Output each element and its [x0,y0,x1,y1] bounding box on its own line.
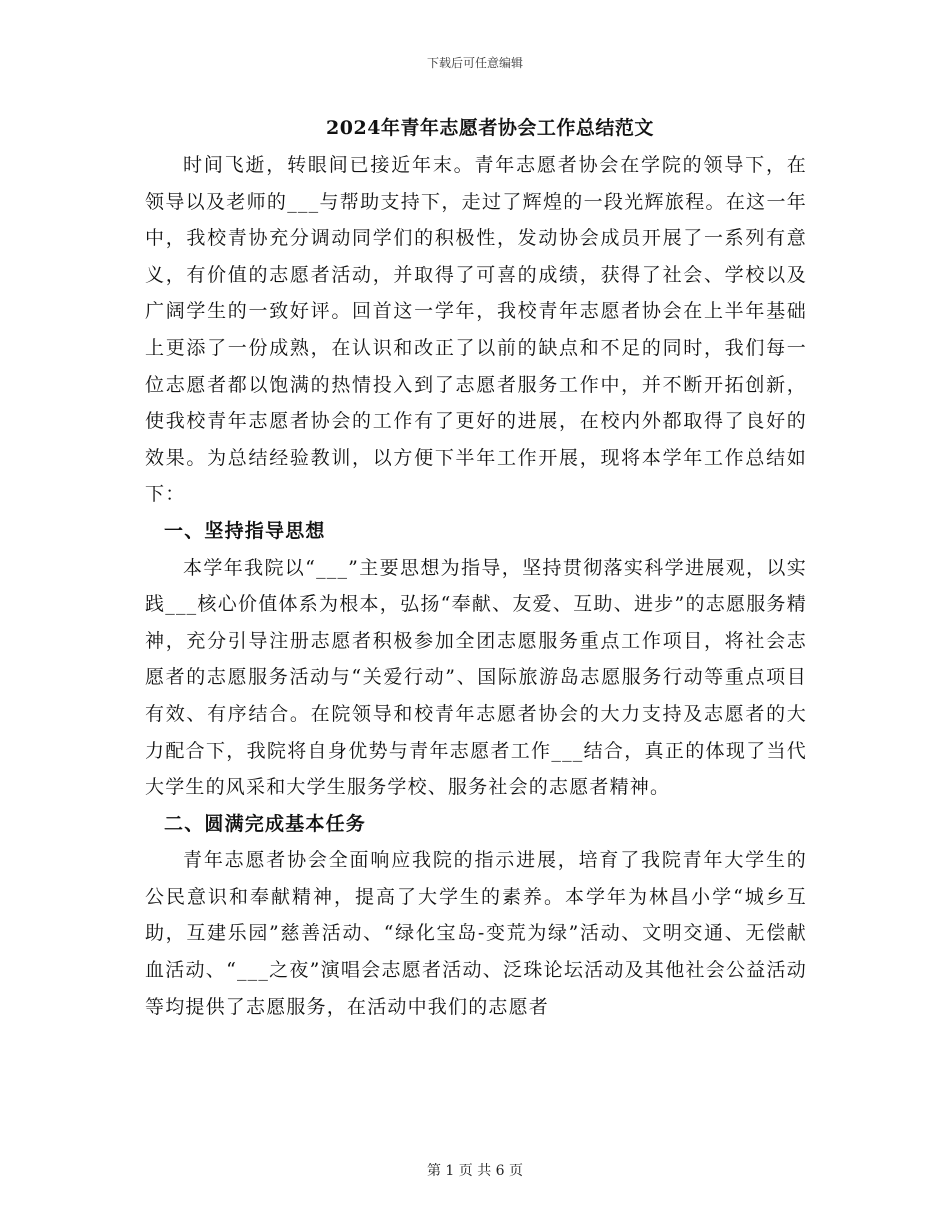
intro-paragraph: 时间飞逝，转眼间已接近年末。青年志愿者协会在学院的领导下，在领导以及老师的___与帮助支持下，走过了辉煌的一段光辉旅程。在这一年中，我校青协充分调动同学们的积极性，发动协会成员开展了一系列有意义，有价值的志愿者活动，并取得了可喜的成绩，获得了社会、学校以及广阔学生的一致好评。回首这一学年，我校青年志愿者协会在上半年基础上更添了一份成熟，在认识和改正了以前的缺点和不足的同时，我们每一位志愿者都以饱满的热情投入到了志愿者服务工作中，并不断开拓创新，使我校青年志愿者协会的工作有了更好的进展，在校内外都取得了良好的效果。为总结经验教训，以方便下半年工作开展，现将本学年工作总结如下： [145,154,807,506]
header-note: 下载后可任意编辑 [426,56,523,70]
document-title: 2024年青年志愿者协会工作总结范文 [326,117,654,139]
section-heading-2: 二、圆满完成基本任务 [164,812,367,835]
section-heading-1: 一、坚持指导思想 [164,519,326,542]
page-number: 第 1 页 共 6 页 [426,1163,524,1179]
section-paragraph-2: 青年志愿者协会全面响应我院的指示进展，培育了我院青年大学生的公民意识和奉献精神，提高了大学生的素养。本学年为林昌小学“城乡互助，互建乐园”慈善活动、“绿化宝岛-变荒为绿”活动、文明交通、无偿献血活动、“___之夜”演唱会志愿者活动、泛珠论坛活动及其他社会公益活动等均提供了志愿服务，在活动中我们的志愿者 [145,849,807,1018]
section-paragraph-1: 本学年我院以“___”主要思想为指导，坚持贯彻落实科学进展观，以实践___核心价值体系为根本，弘扬“奉献、友爱、互助、进步”的志愿服务精神，充分引导注册志愿者积极参加全团志愿服务重点工作项目，将社会志愿者的志愿服务活动与“关爱行动”、国际旅游岛志愿服务行动等重点项目有效、有序结合。在院领导和校青年志愿者协会的大力支持及志愿者的大力配合下，我院将自身优势与青年志愿者工作___结合，真正的体现了当代大学生的风采和大学生服务学校、服务社会的志愿者精神。 [145,556,807,799]
document-body [145,147,807,1025]
